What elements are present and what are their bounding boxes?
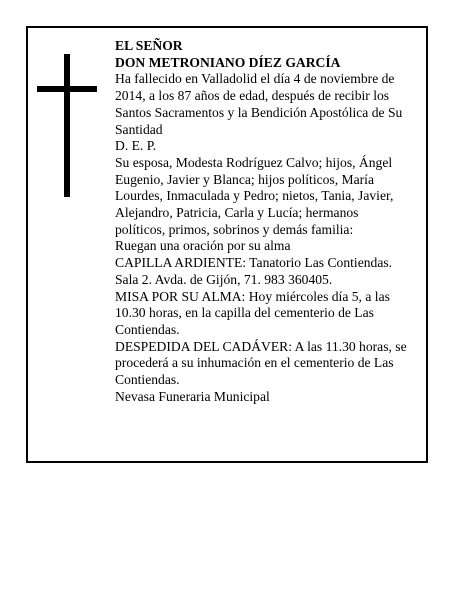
farewell-info: DESPEDIDA DEL CADÁVER: A las 11.30 horas, se procederá a su inhumación en el cementerio de Las Contiendas. xyxy=(115,338,407,388)
family-list: Su esposa, Modesta Rodríguez Calvo; hijos, Ángel Eugenio, Javier y Blanca; hijos políticos, María Lourdes, Inmaculada y Pedro; nietos, Tania, Javier, Alejandro, Patricia, Carla y Lucía; hermanos políticos, primos, sobrinos y demás familia: xyxy=(115,154,394,237)
funeral-home: Nevasa Funeraria Municipal xyxy=(115,388,270,404)
cross-vertical-bar xyxy=(64,54,70,197)
chapel-info: CAPILLA ARDIENTE: Tanatorio Las Contiendas. Sala 2. Avda. de Gijón, 71. 983 360405. xyxy=(115,255,393,287)
cross-horizontal-bar xyxy=(37,86,97,92)
mass-info: MISA POR SU ALMA: Hoy miércoles día 5, a las 10.30 horas, en la capilla del cementerio de Las Contiendas. xyxy=(115,288,390,337)
rest-in-peace: D. E. P. xyxy=(115,138,157,154)
death-announcement: Ha fallecido en Valladolid el día 4 de noviembre de 2014, a los 87 años de edad, después de recibir los Santos Sacramentos y la Bendición Apostólica de Su Santidad xyxy=(115,71,403,137)
cross-icon xyxy=(37,54,97,197)
deceased-name: DON METRONIANO DÍEZ GARCÍA xyxy=(115,54,341,70)
honorific: EL SEÑOR xyxy=(115,38,183,53)
prayer-request: Ruegan una oración por su alma xyxy=(115,238,291,254)
obituary-text xyxy=(115,38,407,405)
